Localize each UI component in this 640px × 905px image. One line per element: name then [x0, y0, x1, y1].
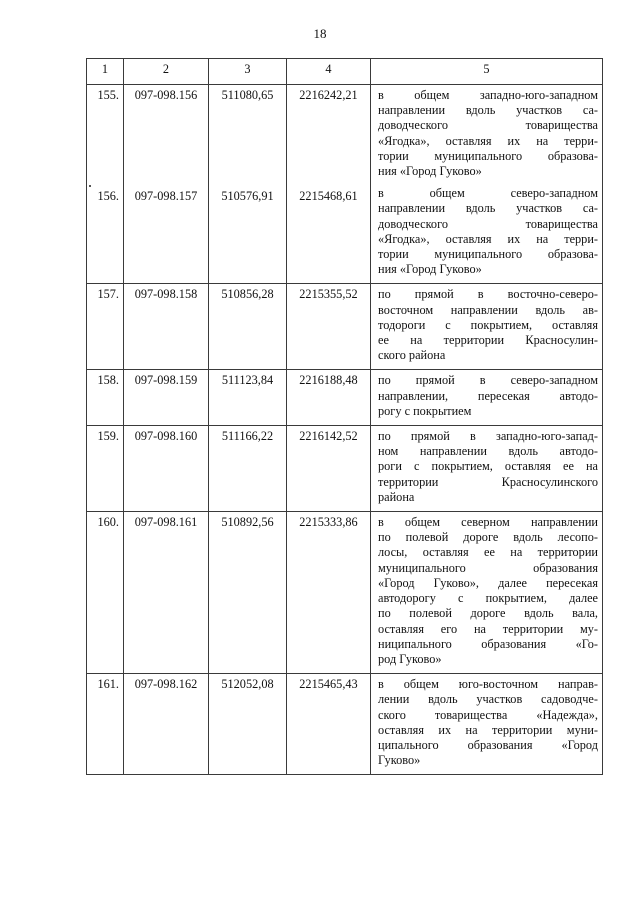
description-line: род Гуково»	[378, 651, 442, 666]
table-row	[87, 284, 603, 370]
description-line: по прямой в восточно-северо-	[378, 287, 598, 302]
description-line: ее на территории Красносулин-	[378, 333, 598, 348]
point-number-value: 160.	[97, 515, 119, 530]
description-line: ниципального образования «Го-	[378, 636, 598, 651]
description-line: ном направлении вдоль автодо-	[378, 444, 598, 459]
description-line: ния «Город Гуково»	[378, 164, 482, 179]
subrow-spacer	[287, 182, 370, 189]
description-line: лосы, оставляя ее на территории	[378, 545, 598, 560]
description-line: Гуково»	[378, 753, 421, 768]
x-coordinate-value: 510576,91	[221, 189, 274, 204]
description-line: по прямой в северо-западном	[378, 373, 598, 388]
x-coordinate-value: 510856,28	[221, 287, 274, 302]
point-code-value: 097-098.162	[134, 677, 198, 692]
description-line: ципального образования «Город	[378, 737, 598, 752]
point-number-value: 157.	[97, 287, 119, 302]
header-col-4: 4	[287, 59, 371, 85]
point-number-cell	[87, 85, 124, 284]
description-line: тории муниципального образова-	[378, 247, 598, 262]
x-coordinate-value: 512052,08	[221, 677, 274, 692]
boundary-points-table	[86, 58, 603, 775]
point-code-cell	[124, 370, 209, 426]
description-line: «Город Гуково», далее пересекая	[378, 575, 598, 590]
description-line: «Ягодка», оставляя их на терри-	[378, 133, 598, 148]
description-line: восточном направлении вдоль ав-	[378, 302, 598, 317]
y-coordinate-cell	[287, 284, 371, 370]
description-line: муниципального образования	[378, 560, 598, 575]
description-line: в общем западно-юго-западном	[378, 88, 598, 102]
description-line: по полевой дороге вдоль лесопо-	[378, 530, 598, 545]
point-number-value: 155.	[97, 88, 119, 102]
description-line: доводческого товарищества	[378, 118, 598, 133]
description-cell	[371, 370, 603, 426]
page-number: 18	[313, 26, 327, 41]
description-cell	[371, 426, 603, 512]
x-coordinate-value: 511080,65	[221, 88, 274, 102]
description-cell	[371, 284, 603, 370]
description-line: тории муниципального образова-	[378, 148, 598, 163]
description-line: тодороги с покрытием, оставляя	[378, 317, 598, 332]
y-coordinate-value: 2215355,52	[299, 287, 358, 302]
description-cell	[371, 674, 603, 775]
y-coordinate-cell	[287, 370, 371, 426]
x-coordinate-value: 511123,84	[221, 373, 274, 388]
point-number-value: 156.	[97, 189, 119, 204]
x-coordinate-value: 510892,56	[221, 515, 274, 530]
description-line: в общем северном направлении	[378, 515, 598, 530]
x-coordinate-cell	[209, 426, 287, 512]
y-coordinate-value: 2216188,48	[299, 373, 358, 388]
description-line: доводческого товарищества	[378, 216, 598, 231]
point-number-cell	[87, 370, 124, 426]
description-line: автодорогу с покрытием, далее	[378, 591, 598, 606]
y-coordinate-cell	[287, 85, 371, 284]
point-code-value: 097-098.156	[134, 88, 198, 102]
description-line: в общем юго-восточном направ-	[378, 677, 598, 692]
table-row	[87, 426, 603, 512]
x-coordinate-cell	[209, 512, 287, 674]
description-line: направлении вдоль участков са-	[378, 103, 598, 118]
point-code-cell	[124, 512, 209, 674]
header-row	[87, 59, 603, 85]
x-coordinate-cell	[209, 85, 287, 284]
description-line: ния «Город Гуково»	[378, 262, 482, 277]
description-line: оставляя его на территории му-	[378, 621, 598, 636]
table-body	[87, 85, 603, 775]
description-line: направлении вдоль участков са-	[378, 201, 598, 216]
description-line: ского района	[378, 348, 446, 363]
header-col-1: 1	[87, 59, 124, 85]
x-coordinate-value: 511166,22	[221, 429, 274, 444]
y-coordinate-value: 2215465,43	[299, 677, 358, 692]
point-number-value: 161.	[97, 677, 119, 692]
point-number-value: 158.	[97, 373, 119, 388]
header-col-3: 3	[209, 59, 287, 85]
description-line: оставляя их на территории муни-	[378, 722, 598, 737]
table-row	[87, 674, 603, 775]
subrow-spacer	[124, 182, 208, 189]
description-line: по прямой в западно-юго-запад-	[378, 429, 598, 444]
subrow-spacer	[87, 182, 119, 189]
y-coordinate-value: 2215468,61	[299, 189, 358, 204]
description-line: лении вдоль участков садоводче-	[378, 692, 598, 707]
table-row	[87, 85, 603, 284]
description-line: территории Красносулинского	[378, 474, 598, 489]
description-cell	[371, 85, 603, 284]
table-row	[87, 370, 603, 426]
table-row	[87, 512, 603, 674]
point-code-cell	[124, 85, 209, 284]
subrow-spacer	[378, 179, 598, 186]
description-line: направлении, пересекая автодо-	[378, 388, 598, 403]
point-code-value: 097-098.161	[134, 515, 198, 530]
x-coordinate-cell	[209, 370, 287, 426]
subrow-spacer	[209, 182, 286, 189]
header-col-5: 5	[371, 59, 603, 85]
point-code-cell	[124, 426, 209, 512]
description-cell	[371, 512, 603, 674]
point-number-cell	[87, 426, 124, 512]
point-code-value: 097-098.157	[134, 189, 198, 204]
point-number-cell	[87, 512, 124, 674]
description-line: рогу с покрытием	[378, 403, 472, 418]
y-coordinate-value: 2215333,86	[299, 515, 358, 530]
x-coordinate-cell	[209, 284, 287, 370]
point-code-value: 097-098.159	[134, 373, 198, 388]
point-code-value: 097-098.160	[134, 429, 198, 444]
description-line: роги с покрытием, оставляя ее на	[378, 459, 598, 474]
y-coordinate-cell	[287, 512, 371, 674]
y-coordinate-value: 2216242,21	[299, 88, 358, 102]
point-number-cell	[87, 674, 124, 775]
point-code-cell	[124, 674, 209, 775]
description-line: по полевой дороге вдоль вала,	[378, 606, 598, 621]
x-coordinate-cell	[209, 674, 287, 775]
header-col-2: 2	[124, 59, 209, 85]
point-number-cell	[87, 284, 124, 370]
description-line: ского товарищества «Надежда»,	[378, 707, 598, 722]
point-code-cell	[124, 284, 209, 370]
description-line: «Ягодка», оставляя их на терри-	[378, 231, 598, 246]
point-number-value: 159.	[97, 429, 119, 444]
y-coordinate-cell	[287, 674, 371, 775]
y-coordinate-cell	[287, 426, 371, 512]
description-line: района	[378, 489, 415, 504]
point-code-value: 097-098.158	[134, 287, 198, 302]
y-coordinate-value: 2216142,52	[299, 429, 358, 444]
description-line: в общем северо-западном	[378, 186, 598, 201]
table-header	[87, 59, 603, 85]
